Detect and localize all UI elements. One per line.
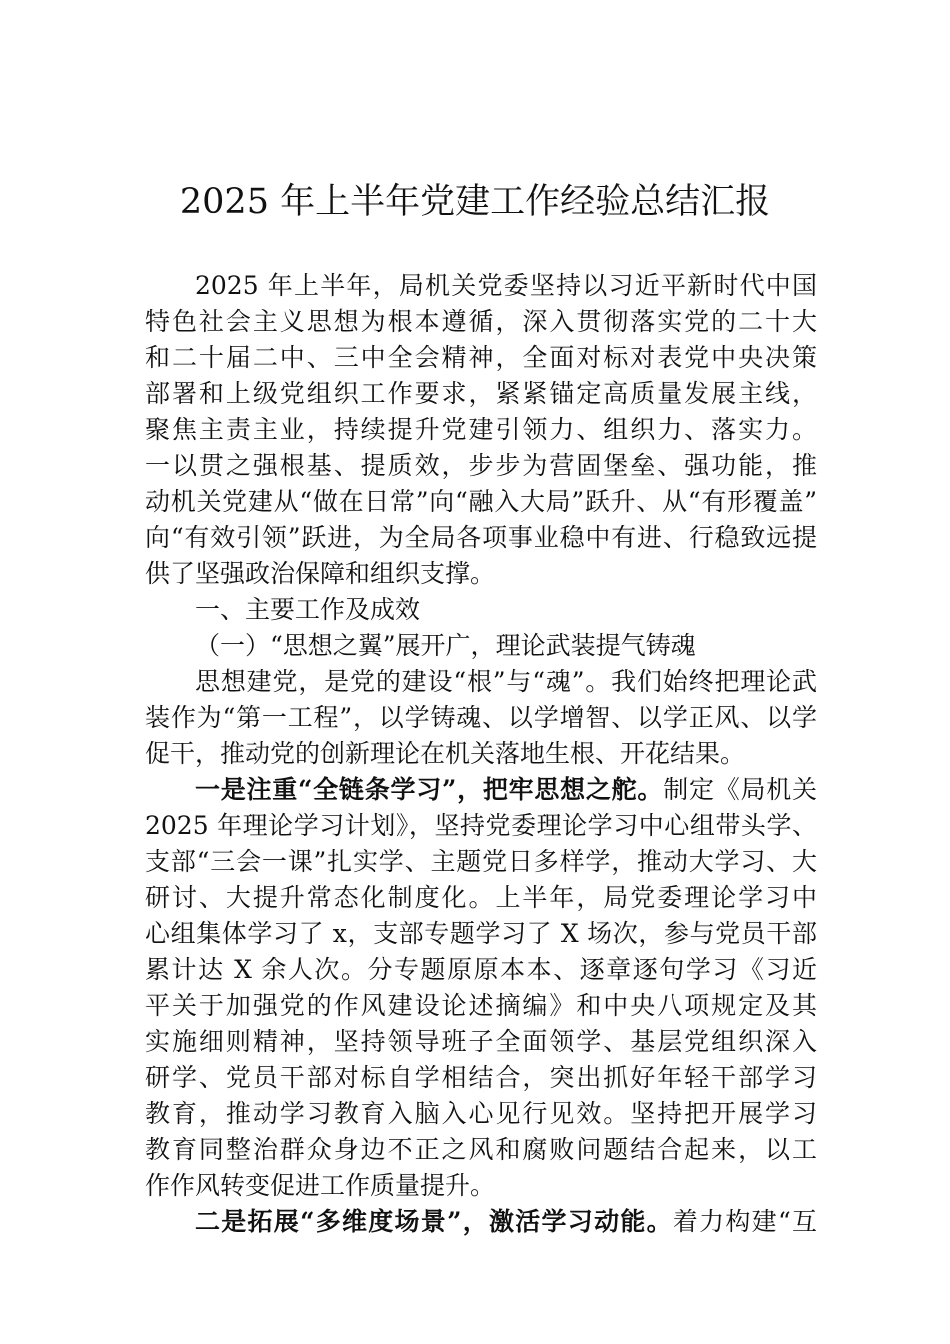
text-line: 思想建党，是党的建设“根”与“魂”。我们始终把理论武 — [195, 667, 817, 696]
bold-lead: 二是拓展“多维度场景”，激活学习动能。 — [195, 1207, 673, 1236]
text-line: 心组集体学习了 x，支部专题学习了 X 场次，参与党员干部 — [145, 919, 817, 948]
paragraph-intro — [145, 268, 817, 592]
text-line: 支部“三会一课”扎实学、主题党日多样学，推动大学习、大 — [145, 847, 817, 876]
text-line: 研学、党员干部对标自学相结合，突出抓好年轻干部学习 — [145, 1063, 817, 1092]
text-line: 供了坚强政治保障和组织支撑。 — [145, 559, 496, 588]
paragraph-item-one — [145, 772, 817, 1204]
text-line: 装作为“第一工程”，以学铸魂、以学增智、以学正风、以学 — [145, 703, 817, 732]
text-line: 一以贯之强根基、提质效，步步为营固堡垒、强功能，推 — [145, 451, 817, 480]
text-line: 促干，推动党的创新理论在机关落地生根、开花结果。 — [145, 739, 746, 768]
text-run: 制定《局机关 — [663, 775, 817, 804]
text-line: 作作风转变促进工作质量提升。 — [145, 1171, 496, 1200]
text-line: 向“有效引领”跃进，为全局各项事业稳中有进、行稳致远提 — [145, 523, 817, 552]
text-line: 和二十届二中、三中全会精神，全面对标对表党中央决策 — [145, 343, 817, 372]
bold-lead: 一是注重“全链条学习”，把牢思想之舵。 — [195, 775, 664, 804]
text-line: 累计达 X 余人次。分专题原原本本、逐章逐句学习《习近 — [145, 955, 817, 984]
text-line: 平关于加强党的作风建设论述摘编》和中央八项规定及其 — [145, 991, 817, 1020]
text-line: 教育同整治群众身边不正之风和腐败问题结合起来，以工 — [145, 1135, 817, 1164]
document-body — [145, 268, 817, 1240]
text-line: 教育，推动学习教育入脑入心见行见效。坚持把开展学习 — [145, 1099, 817, 1128]
text-line: 2025 年上半年，局机关党委坚持以习近平新时代中国 — [195, 271, 817, 300]
paragraph-thought — [145, 664, 817, 772]
subsection-heading: （一）“思想之翼”展开广，理论武装提气铸魂 — [195, 631, 696, 660]
text-run: 着力构建“互 — [672, 1207, 818, 1236]
document-title: 2025 年上半年党建工作经验总结汇报 — [179, 182, 771, 222]
text-line: 部署和上级党组织工作要求，紧紧锚定高质量发展主线， — [145, 379, 817, 408]
text-line: 聚焦主责主业，持续提升党建引领力、组织力、落实力。 — [145, 415, 817, 444]
text-line — [145, 1204, 817, 1240]
paragraph-item-two — [145, 1204, 817, 1240]
text-line: 研讨、大提升常态化制度化。上半年，局党委理论学习中 — [145, 883, 817, 912]
text-line — [145, 772, 817, 808]
section-heading: 一、主要工作及成效 — [195, 595, 421, 624]
text-line: 特色社会主义思想为根本遵循，深入贯彻落实党的二十大 — [145, 307, 817, 336]
text-line: 2025 年理论学习计划》，坚持党委理论学习中心组带头学、 — [145, 811, 817, 840]
text-line: 实施细则精神，坚持领导班子全面领学、基层党组织深入 — [145, 1027, 817, 1056]
text-line: 动机关党建从“做在日常”向“融入大局”跃升、从“有形覆盖” — [145, 487, 817, 516]
